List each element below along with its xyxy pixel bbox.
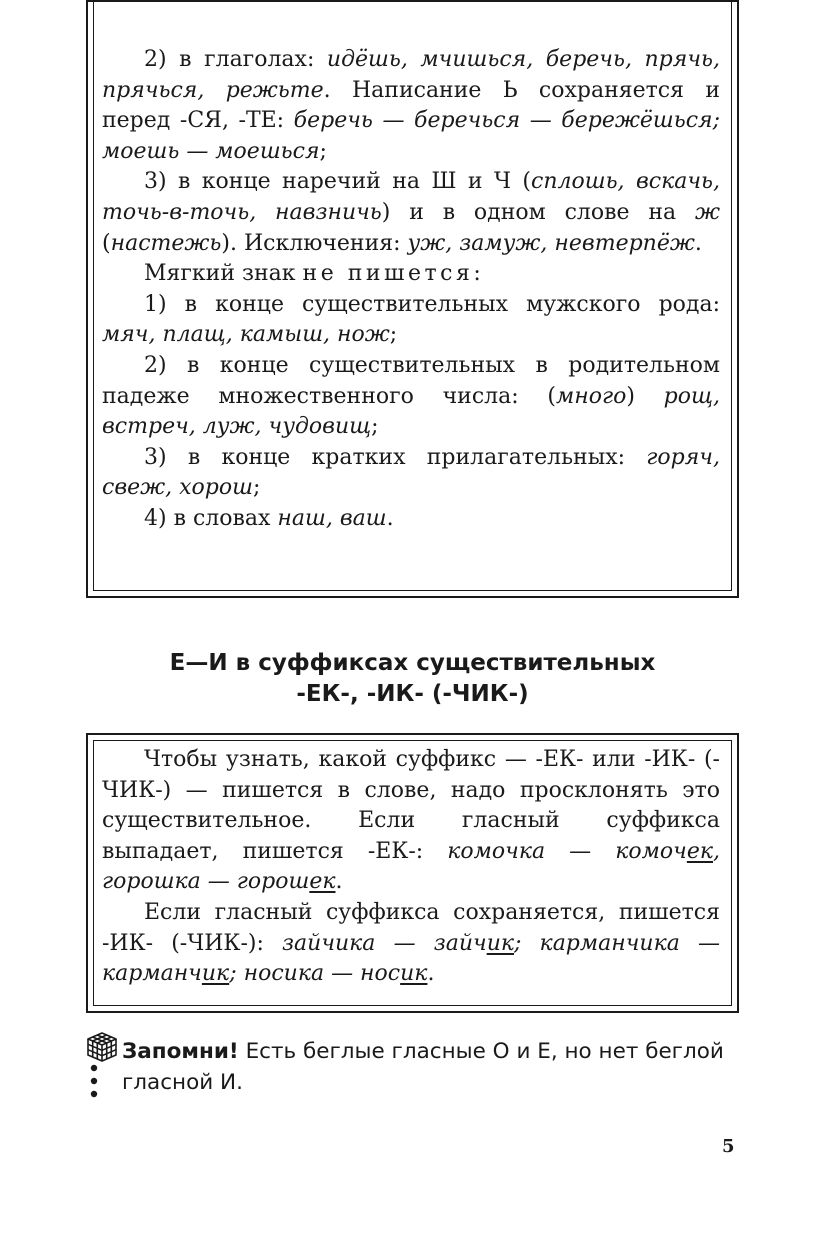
dots-icon [89, 1064, 99, 1098]
remember-text: Есть беглые гласные О и Е, но нет беглой гласной И. [122, 1039, 724, 1095]
rule-masculine-nouns: 1) в конце существительных мужского рода: мяч, плащ, камыш, нож; [102, 291, 720, 348]
cube-icon [85, 1031, 119, 1063]
rule-pronouns: 4) в словах наш, ваш. [144, 505, 394, 531]
rule-short-adjectives: 3) в конце кратких прилагательных: горяч, свеж, хорош; [102, 444, 720, 501]
remember-label: Запомни! [122, 1039, 239, 1064]
remember-note [122, 1036, 740, 1098]
rule-suffix-ik: Если гласный суффикса сохраняется, пишется -ИК- (-ЧИК-): зайчика — зайчик; карманчика — карманчик; носика — носик. [102, 899, 720, 987]
rule-verbs: 2) в глаголах: идёшь, мчишься, беречь, прячь, прячься, режьте. Написание Ь сохраняется и перед -СЯ, -ТЕ: беречь — беречься — бережёшься; моешь — моешься; [102, 47, 720, 164]
rule-suffix-ek: Чтобы узнать, какой суффикс — -ЕК- или -ИК- (-ЧИК-) — пишется в слове, надо просклонять это существительное. Если гласный суффикса выпадает, пишется -ЕК-: комочка — комочек, горошка — горошек. [102, 747, 720, 895]
rule-text-soft-sign [102, 45, 720, 535]
rule-text-suffixes [102, 745, 720, 990]
page-number: 5 [722, 1136, 735, 1157]
rule-not-written-intro: Мягкий знак не пишется: [144, 261, 481, 287]
rule-adverbs: 3) в конце наречий на Ш и Ч (сплошь, вскачь, точь-в-точь, навзничь) и в одном слове на ж (настежь). Исключения: уж, замуж, невтерпёж. [102, 169, 721, 256]
section-heading: Е—И в суффиксах существительных -ЕК-, -ИК- (-ЧИК-) [169, 650, 656, 707]
rule-genitive-plural: 2) в конце существительных в родительном падеже множественного числа: (много) рощ, встреч, луж, чудовищ; [102, 352, 721, 440]
